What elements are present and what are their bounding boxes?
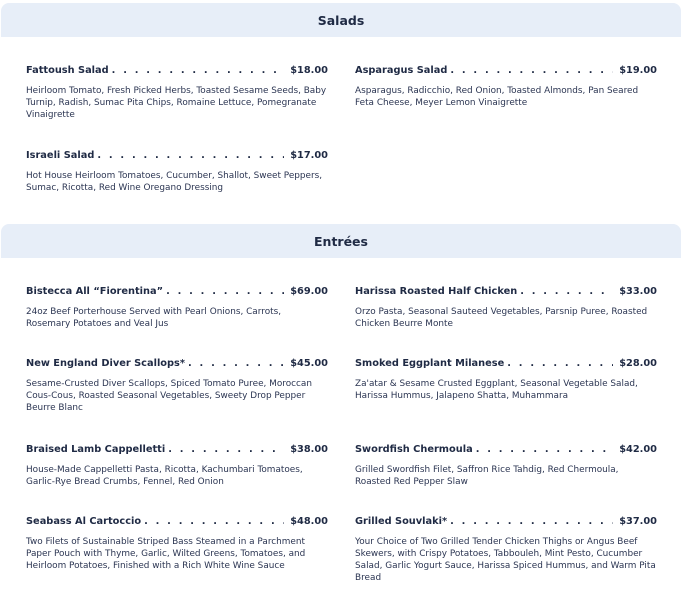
menu-item [355,358,657,402]
menu-item-header [26,286,328,302]
menu-item-name: Smoked Eggplant Milanese [355,358,505,369]
dot-leader [507,358,613,369]
section-header-salads [1,3,681,37]
menu-item-header [26,65,328,81]
menu-item-header [26,516,328,532]
dot-leader [450,65,613,76]
menu-item-header [355,286,657,302]
menu-item [26,286,328,330]
dot-leader [112,65,285,76]
dot-leader [97,150,284,161]
menu-item-description: 24oz Beef Porterhouse Served with Pearl Onions, Carrots, Rosemary Potatoes and Veal Jus [26,307,282,329]
menu-item-description: Za'atar & Sesame Crusted Eggplant, Seasonal Vegetable Salad, Harissa Hummus, Jalapeno Shatta, Muhammara [355,379,638,401]
menu-item-name: Asparagus Salad [355,65,448,76]
menu-item-price: $28.00 [619,358,657,369]
menu-item-price: $37.00 [619,516,657,527]
menu-item-description: Heirloom Tomato, Fresh Picked Herbs, Toasted Sesame Seeds, Baby Turnip, Radish, Sumac Pita Chips, Romaine Lettuce, Pomegranate Vinaigrette [26,86,327,120]
menu-item-header [355,358,657,374]
menu-item-name: Seabass Al Cartoccio [26,516,142,527]
menu-item-price: $38.00 [290,444,328,455]
menu-item-description: Hot House Heirloom Tomatoes, Cucumber, Shallot, Sweet Peppers, Sumac, Ricotta, Red Wine Oregano Dressing [26,171,323,193]
menu-item-price: $48.00 [290,516,328,527]
menu-item-description: Your Choice of Two Grilled Tender Chicken Thighs or Angus Beef Skewers, with Crispy Potatoes, Tabbouleh, Mint Pesto, Cucumber Salad, Garlic Yogurt Sauce, Harissa Spiced Hummus, and Warm Pita Bread [355,537,656,583]
dot-leader [520,286,613,297]
dot-leader [476,444,614,455]
dot-leader [450,516,613,527]
menu-item-description: Orzo Pasta, Seasonal Sauteed Vegetables, Parsnip Puree, Roasted Chicken Beurre Monte [355,307,648,329]
menu-item [26,150,328,194]
menu-item-header [355,65,657,81]
menu-item-name: Harissa Roasted Half Chicken [355,286,518,297]
menu-item-price: $33.00 [619,286,657,297]
menu-item [26,444,328,488]
menu-item-header [26,358,328,374]
menu-item-name: Grilled Souvlaki* [355,516,448,527]
menu-item-name: Fattoush Salad [26,65,109,76]
menu-item [26,358,328,414]
menu-item [355,65,657,109]
menu-item [355,286,657,330]
menu-item [355,516,657,584]
menu-item-description: Two Filets of Sustainable Striped Bass Steamed in a Parchment Paper Pouch with Thyme, Garlic, Wilted Greens, Tomatoes, and Heirloom Potatoes, Finished with a Rich White Wine Sauce [26,537,306,571]
menu-item-price: $42.00 [619,444,657,455]
section-title: Salads [317,12,365,28]
menu-item-name: Israeli Salad [26,150,95,161]
menu-item-name: Swordfish Chermoula [355,444,473,455]
section-title: Entrées [314,233,368,249]
menu-item-description: House-Made Cappelletti Pasta, Ricotta, Kachumbari Tomatoes, Garlic-Rye Bread Crumbs, Fennel, Red Onion [26,465,303,487]
section-header-entrees [1,224,681,258]
menu-item-name: Bistecca All “Fiorentina” [26,286,164,297]
menu-item-name: Braised Lamb Cappelletti [26,444,166,455]
menu-item-description: Grilled Swordfish Filet, Saffron Rice Tahdig, Red Chermoula, Roasted Red Pepper Slaw [355,465,619,487]
menu-item-header [26,150,328,166]
menu-item [355,444,657,488]
dot-leader [188,358,284,369]
menu-item-price: $18.00 [290,65,328,76]
menu-item-header [355,516,657,532]
menu-item-price: $19.00 [619,65,657,76]
menu-item-header [355,444,657,460]
dot-leader [144,516,284,527]
dot-leader [168,444,284,455]
menu-item-description: Sesame-Crusted Diver Scallops, Spiced Tomato Puree, Moroccan Cous-Cous, Roasted Seasonal Vegetables, Sweety Drop Pepper Beurre Blanc [26,379,312,413]
menu-item [26,516,328,572]
menu-item-price: $17.00 [290,150,328,161]
menu-item-price: $45.00 [290,358,328,369]
menu-item-header [26,444,328,460]
menu-item-description: Asparagus, Radicchio, Red Onion, Toasted Almonds, Pan Seared Feta Cheese, Meyer Lemon Vinaigrette [355,86,639,108]
menu-item-price: $69.00 [290,286,328,297]
menu-item [26,65,328,121]
menu-item-name: New England Diver Scallops* [26,358,186,369]
dot-leader [166,286,284,297]
